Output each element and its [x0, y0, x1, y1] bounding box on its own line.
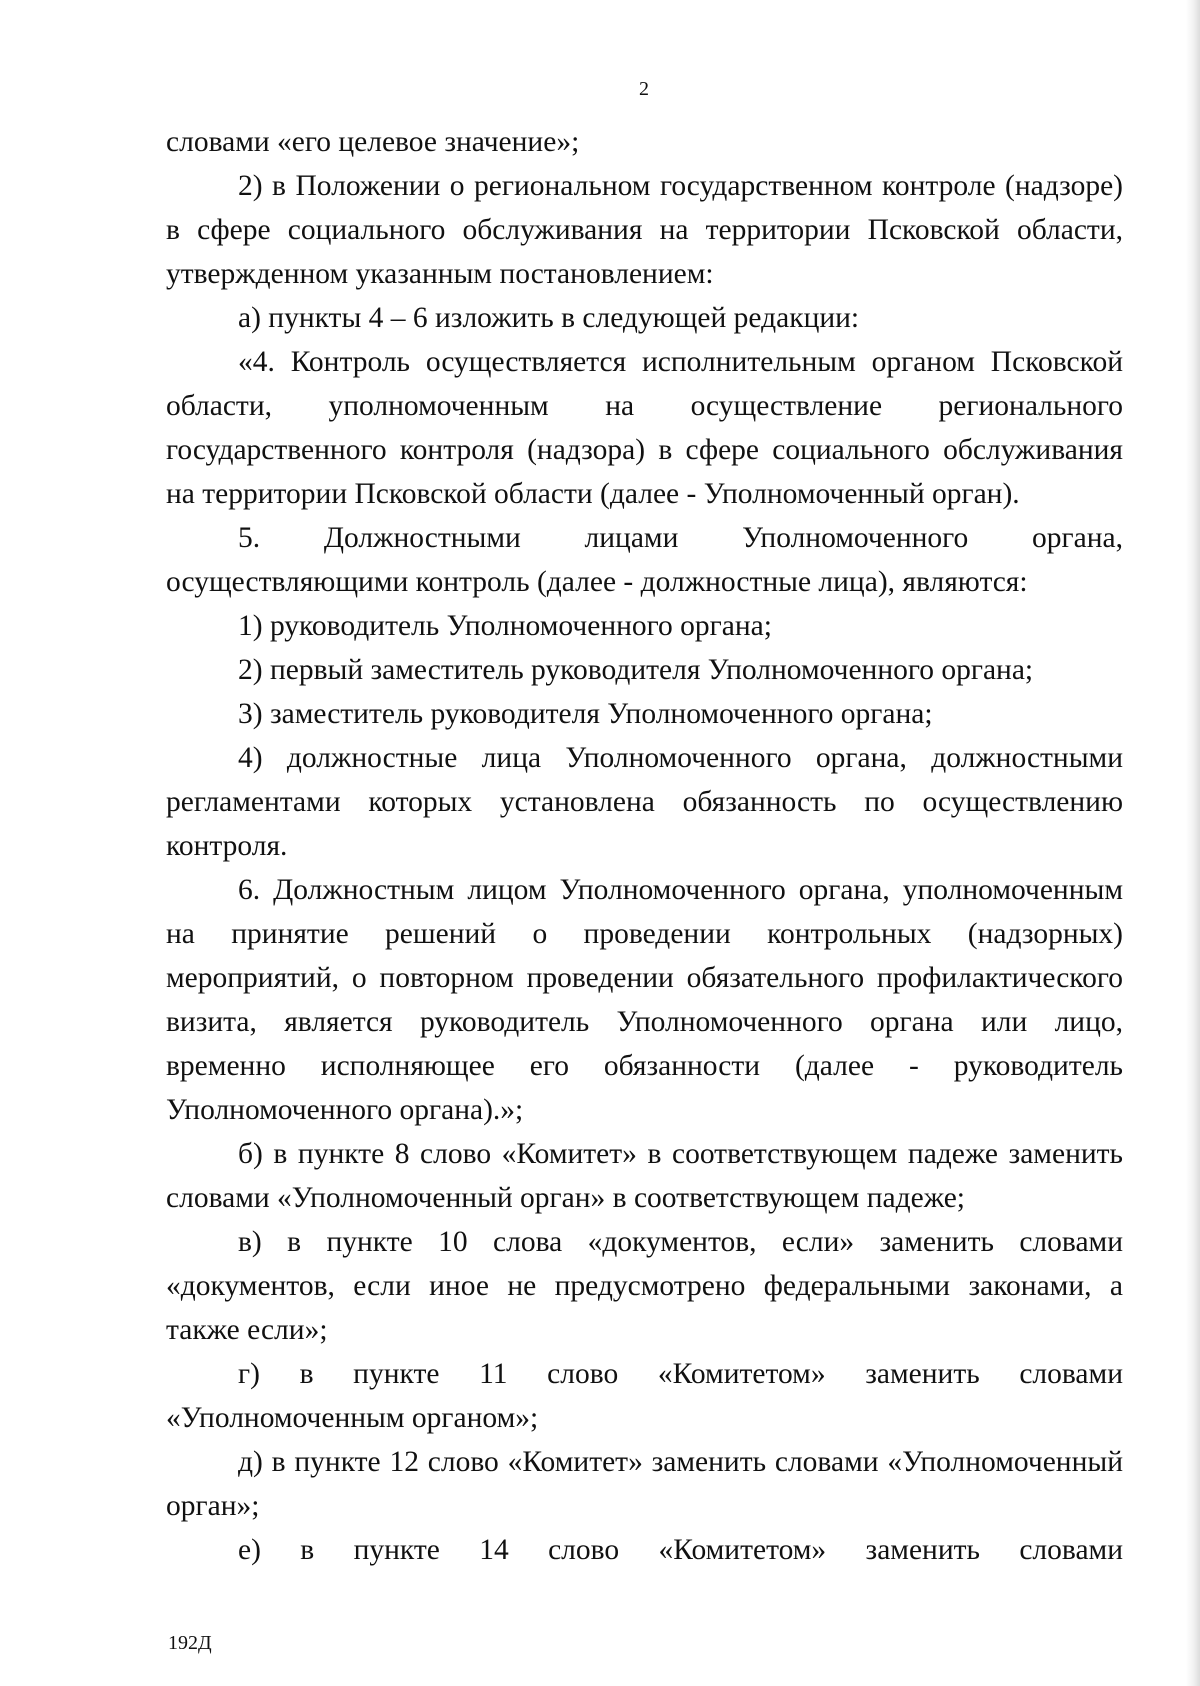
amendment-item: е) в пункте 14 слово «Комитетом» заменить словами [238, 1534, 1123, 1566]
list-item: 2) первый заместитель руководителя Уполномоченного органа; [238, 654, 1034, 686]
document-body [166, 120, 1123, 1572]
amendment-item: д) в пункте 12 слово «Комитет» заменить словами «Уполномоченный орган»; [166, 1446, 1123, 1522]
document-code: 192Д [168, 1632, 212, 1654]
paragraph: а) пункты 4 – 6 изложить в следующей редакции: [238, 302, 860, 334]
amendment-item: г) в пункте 11 слово «Комитетом» заменить словами «Уполномоченным органом»; [166, 1358, 1123, 1434]
paragraph: словами «его целевое значение»; [166, 126, 580, 158]
scan-edge-shading [1186, 0, 1200, 1686]
page-number: 2 [639, 78, 649, 100]
paragraph: «4. Контроль осуществляется исполнительным органом Псковской области, уполномоченным на осуществление регионального государственного контроля (надзора) в сфере социального обслуживания на территории Псковской области (далее - Уполномоченный орган). [166, 346, 1123, 510]
list-item: 3) заместитель руководителя Уполномоченного органа; [238, 698, 933, 730]
list-item: 1) руководитель Уполномоченного органа; [238, 610, 772, 642]
paragraph: 6. Должностным лицом Уполномоченного органа, уполномоченным на принятие решений о проведении контрольных (надзорных) мероприятий, о повторном проведении обязательного профилактического визита, является руководитель Уполномоченного органа или лицо, временно исполняющее его обязанности (далее - руководитель Уполномоченного органа).»; [166, 874, 1123, 1126]
list-item: 4) должностные лица Уполномоченного органа, должностными регламентами которых установлена обязанность по осуществлению контроля. [166, 742, 1123, 862]
amendment-item: б) в пункте 8 слово «Комитет» в соответствующем падеже заменить словами «Уполномоченный орган» в соответствующем падеже; [166, 1138, 1123, 1214]
paragraph: 2) в Положении о региональном государственном контроле (надзоре) в сфере социального обслуживания на территории Псковской области, утвержденном указанным постановлением: [166, 170, 1123, 290]
paragraph: 5. Должностными лицами Уполномоченного органа, осуществляющими контроль (далее - должностные лица), являются: [166, 522, 1123, 598]
amendment-item: в) в пункте 10 слова «документов, если» заменить словами «документов, если иное не предусмотрено федеральными законами, а также если»; [166, 1226, 1123, 1346]
